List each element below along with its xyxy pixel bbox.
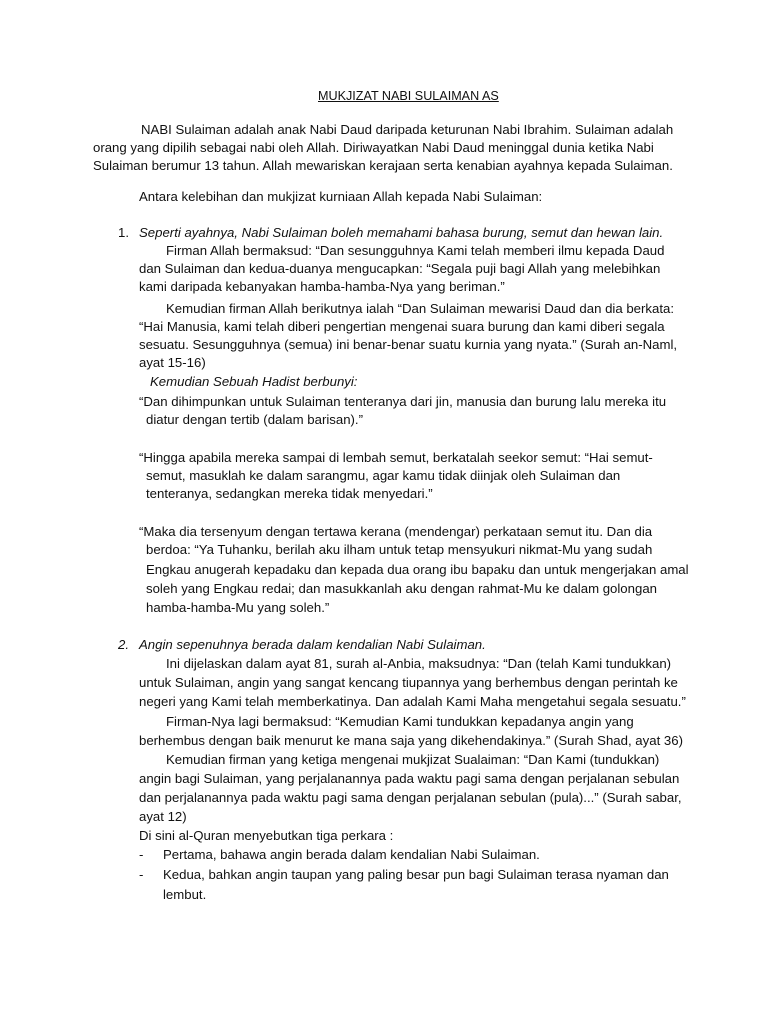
intro-line: Sulaiman berumur 13 tahun. Allah mewariskan kerajaan serta kenabian ayahnya kepada Sulaiman. bbox=[93, 158, 673, 173]
paragraph-line: sesuatu. Sesungguhnya (semua) ini benar-benar suatu kurnia yang nyata.” (Surah an-Naml, bbox=[139, 337, 678, 352]
paragraph-line: kami daripada kebanyakan hamba-hamba-Nya yang beriman.” bbox=[139, 279, 505, 294]
bullet-item: Kedua, bahkan angin taupan yang paling besar pun bagi Sulaiman terasa nyaman dan bbox=[163, 867, 669, 882]
paragraph-line: Firman Allah bermaksud: “Dan sesungguhnya Kami telah memberi ilmu kepada Daud bbox=[166, 243, 665, 258]
paragraph-line: ayat 12) bbox=[139, 809, 187, 824]
intro-line: orang yang dipilih sebagai nabi oleh Allah. Diriwayatkan Nabi Daud meninggal dunia ketika Nabi bbox=[93, 140, 654, 155]
section-number: 1. bbox=[118, 225, 129, 240]
quote-line: soleh yang Engkau redai; dan masukkanlah aku dengan rahmat-Mu ke dalam golongan bbox=[146, 581, 657, 596]
quote-line: “Dan dihimpunkan untuk Sulaiman tenteranya dari jin, manusia dan burung lalu mereka itu bbox=[139, 394, 667, 409]
paragraph-line: berhembus dengan baik menurut ke mana saja yang dikehendakinya.” (Surah Shad, ayat 36) bbox=[139, 733, 683, 748]
quote-line: “Hingga apabila mereka sampai di lembah semut, berkatalah seekor semut: “Hai semut- bbox=[139, 450, 653, 465]
bullet-mark: - bbox=[139, 867, 144, 882]
paragraph-line: untuk Sulaiman, angin yang sangat kencang tiupannya yang berhembus dengan perintah ke bbox=[139, 675, 678, 690]
section-number: 2. bbox=[118, 637, 129, 652]
quote-line: hamba-hamba-Mu yang soleh.” bbox=[146, 600, 330, 615]
lead-sentence: Antara kelebihan dan mukjizat kurniaan Allah kepada Nabi Sulaiman: bbox=[139, 189, 543, 204]
summary-line: Di sini al-Quran menyebutkan tiga perkara : bbox=[139, 828, 394, 843]
paragraph-line: Firman-Nya lagi bermaksud: “Kemudian Kami tundukkan kepadanya angin yang bbox=[166, 714, 634, 729]
document-title: MUKJIZAT NABI SULAIMAN AS bbox=[318, 89, 499, 103]
bullet-mark: - bbox=[139, 847, 144, 862]
paragraph-line: angin bagi Sulaiman, yang perjalanannya pada waktu pagi sama dengan perjalanan sebulan bbox=[139, 771, 680, 786]
paragraph-line: Ini dijelaskan dalam ayat 81, surah al-Anbia, maksudnya: “Dan (telah Kami tundukkan) bbox=[166, 656, 672, 671]
hadith-intro: Kemudian Sebuah Hadist berbunyi: bbox=[150, 374, 358, 389]
quote-line: “Maka dia tersenyum dengan tertawa kerana (mendengar) perkataan semut itu. Dan dia bbox=[139, 524, 653, 539]
paragraph-line: dan Sulaiman dan kedua-duanya mengucapkan: “Segala puji bagi Allah yang melebihkan bbox=[139, 261, 661, 276]
quote-line: berdoa: “Ya Tuhanku, berilah aku ilham untuk tetap mensyukuri nikmat-Mu yang sudah bbox=[146, 542, 653, 557]
paragraph-line: negeri yang Kami telah memberkatinya. Dan adalah Kami Maha mengetahui segala sesuatu.” bbox=[139, 694, 686, 709]
quote-line: diatur dengan tertib (dalam barisan).” bbox=[146, 412, 363, 427]
quote-line: Engkau anugerah kepadaku dan kepada dua orang ibu bapaku dan untuk mengerjakan amal bbox=[146, 562, 689, 577]
paragraph-line: dan perjalanannya pada waktu pagi sama dengan perjalanan sebulan (pula)...” (Surah sabar, bbox=[139, 790, 682, 805]
paragraph-line: Kemudian firman yang ketiga mengenai mukjizat Sualaiman: “Dan Kami (tundukkan) bbox=[166, 752, 660, 767]
bullet-item: Pertama, bahawa angin berada dalam kendalian Nabi Sulaiman. bbox=[163, 847, 540, 862]
paragraph-line: “Hai Manusia, kami telah diberi pengertian mengenai suara burung dan kami diberi segala bbox=[139, 319, 665, 334]
intro-line: NABI Sulaiman adalah anak Nabi Daud daripada keturunan Nabi Ibrahim. Sulaiman adalah bbox=[141, 122, 674, 137]
quote-line: semut, masuklah ke dalam sarangmu, agar kamu tidak diinjak oleh Sulaiman dan bbox=[146, 468, 621, 483]
paragraph-line: Kemudian firman Allah berikutnya ialah “Dan Sulaiman mewarisi Daud dan dia berkata: bbox=[166, 301, 674, 316]
section-heading: Angin sepenuhnya berada dalam kendalian Nabi Sulaiman. bbox=[139, 637, 486, 652]
paragraph-line: ayat 15-16) bbox=[139, 355, 206, 370]
section-heading: Seperti ayahnya, Nabi Sulaiman boleh memahami bahasa burung, semut dan hewan lain. bbox=[139, 225, 664, 240]
bullet-item: lembut. bbox=[163, 887, 207, 902]
quote-line: tenteranya, sedangkan mereka tidak menyedari.” bbox=[146, 486, 433, 501]
